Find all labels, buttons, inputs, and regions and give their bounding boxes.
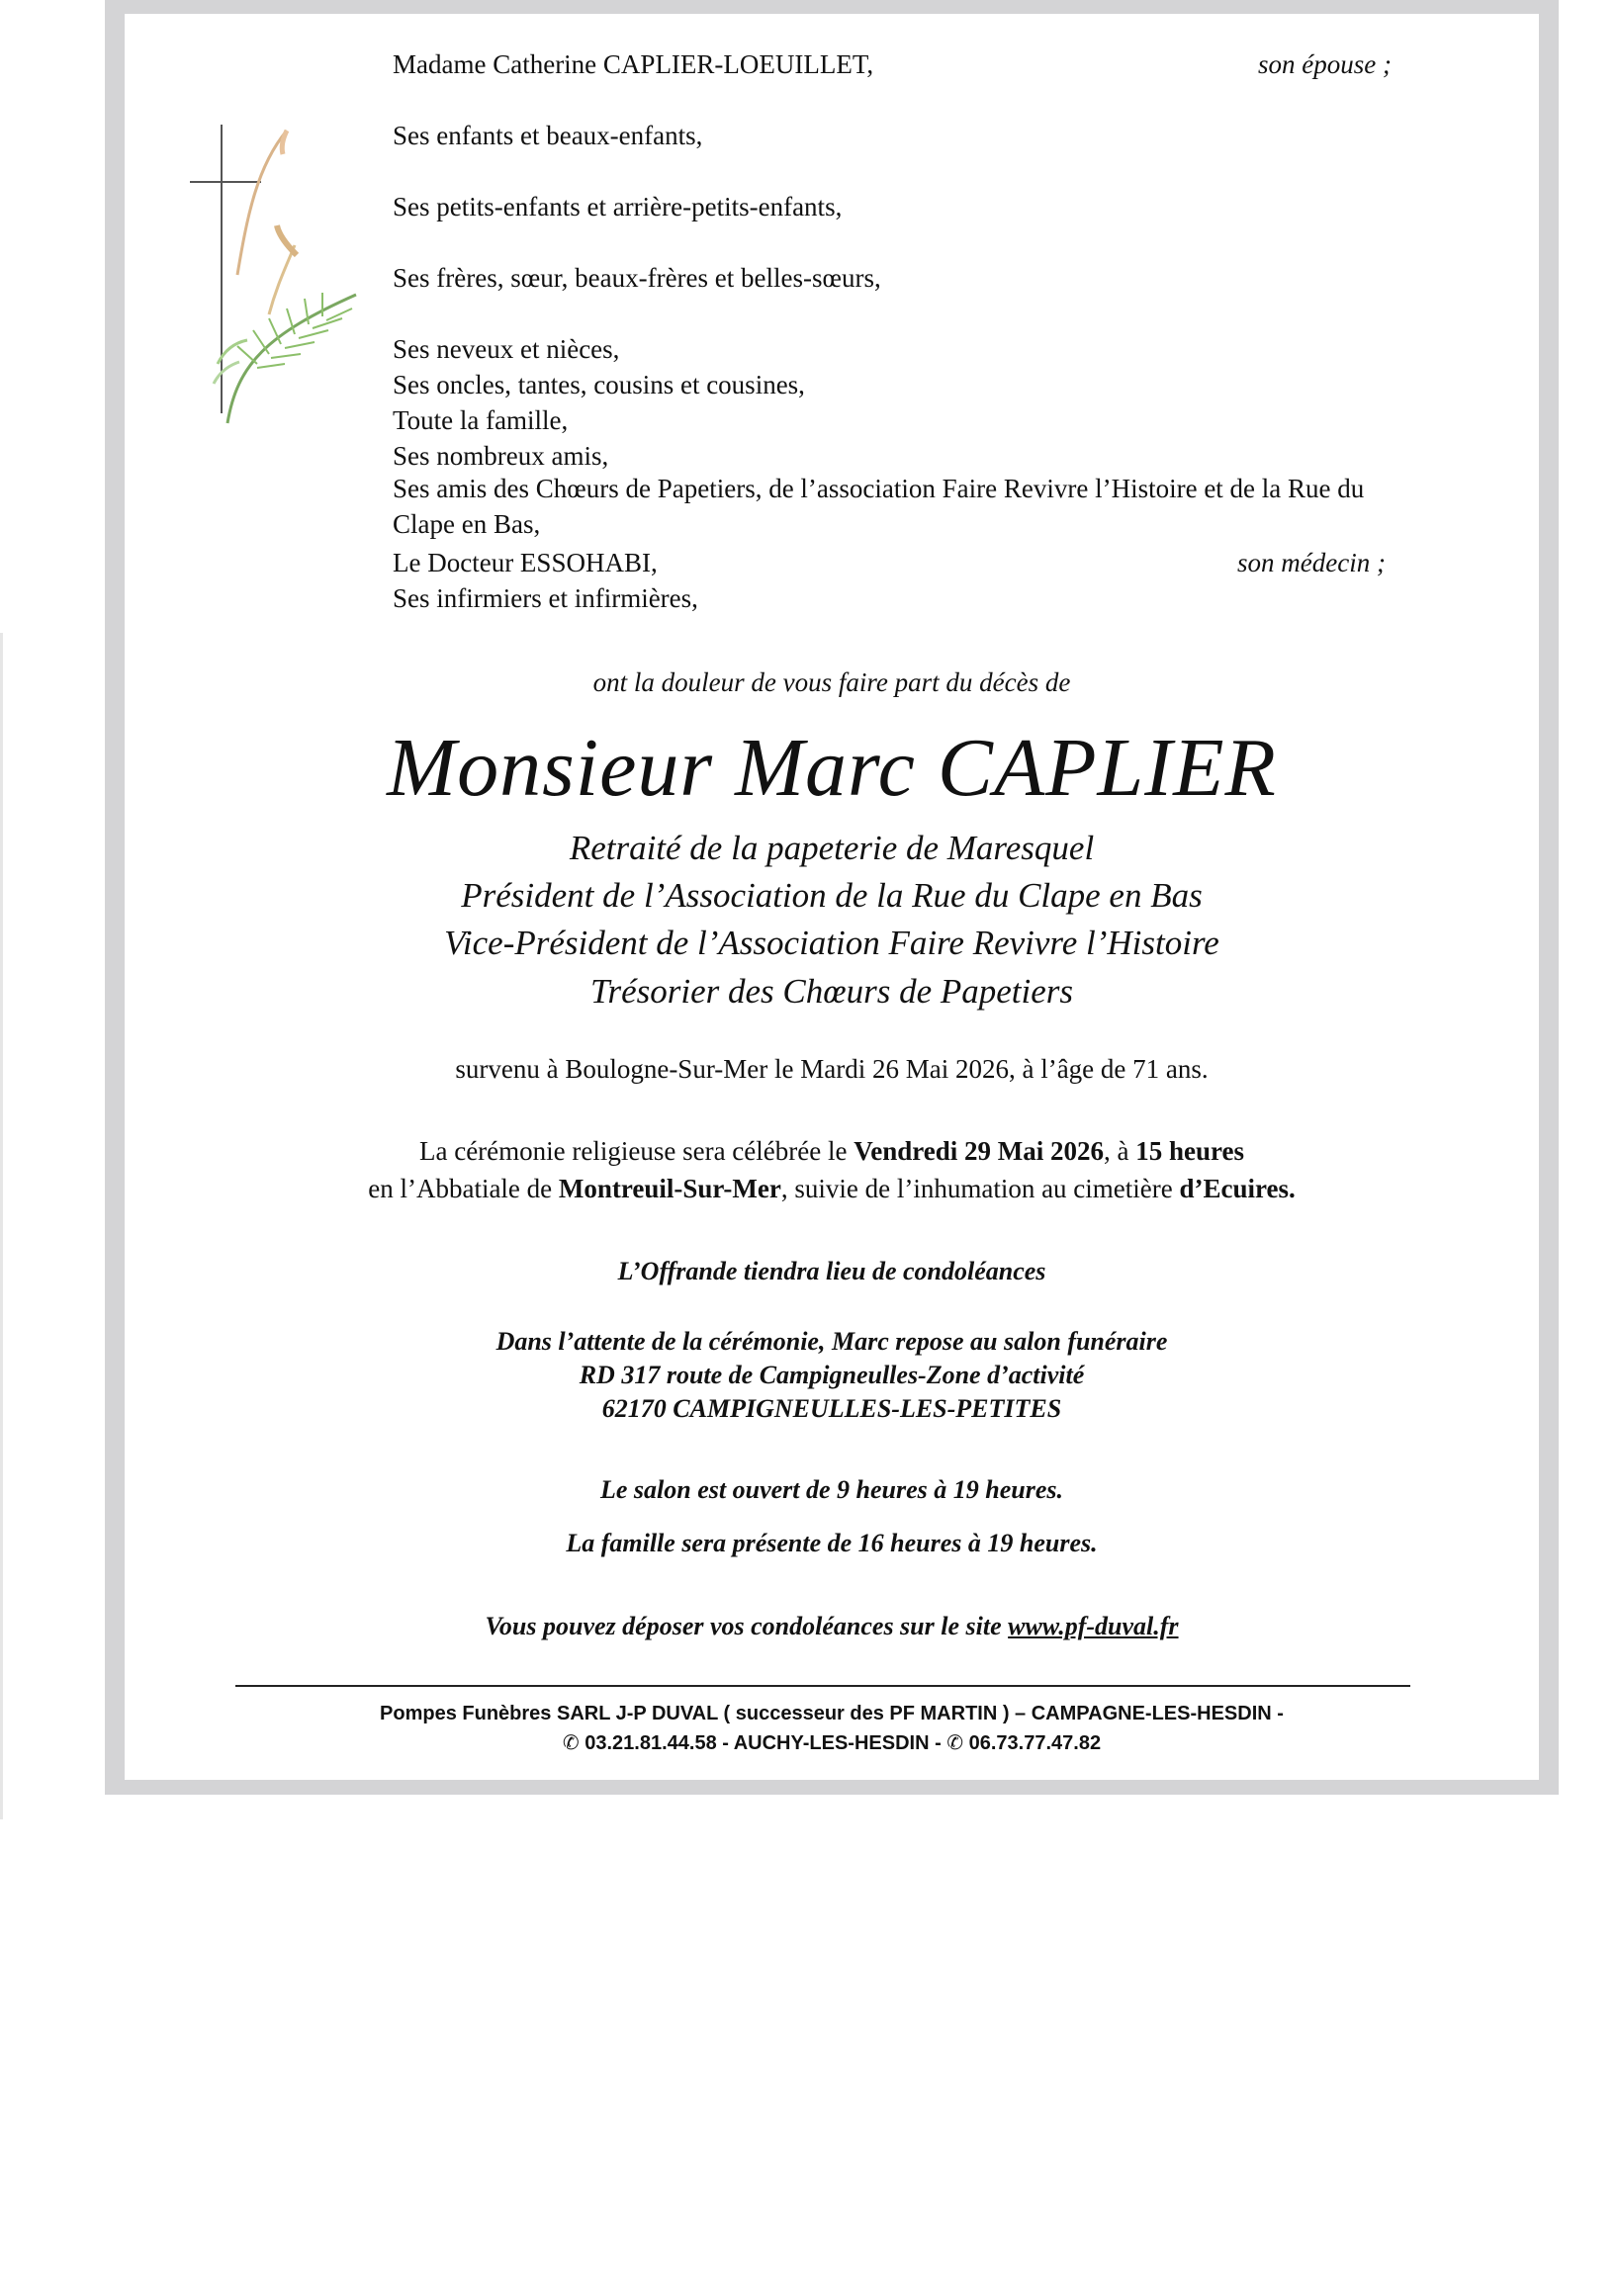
ceremony-text: La cérémonie religieuse sera célébrée le (418, 1136, 854, 1166)
scan-edge (0, 633, 3, 1819)
family-friends: Ses nombreux amis, (393, 441, 609, 471)
salon-line: Dans l’attente de la cérémonie, Marc repose au salon funéraire (495, 1327, 1168, 1356)
cross-with-wheat-and-palm-icon (178, 117, 376, 433)
deceased-title: Président de l’Association de la Rue du Clape en Bas (461, 876, 1203, 915)
website-text: Vous pouvez déposer vos condoléances sur le site (485, 1612, 1009, 1640)
family-association-friends: Ses amis des Chœurs de Papetiers, de l’association Faire Revivre l’Histoire et de la Rue du Clape en Bas, (393, 474, 1365, 539)
family-nurses: Ses infirmiers et infirmières, (393, 583, 698, 613)
family-spouse (393, 49, 1411, 80)
deceased-title: Retraité de la papeterie de Maresquel (569, 829, 1095, 867)
family-presence-hours: La famille sera présente de 16 heures à 19 heures. (566, 1529, 1098, 1557)
ceremony-time: 15 heures (1135, 1136, 1244, 1166)
salon-opening-hours: Le salon est ouvert de 9 heures à 19 heures. (600, 1475, 1063, 1504)
family-children: Ses enfants et beaux-enfants, (393, 121, 703, 150)
family-siblings: Ses frères, sœur, beaux-frères et belles-sœurs, (393, 263, 881, 293)
funeral-home-line: Pompes Funèbres SARL J-P DUVAL ( successeur des PF MARTIN ) – CAMPAGNE-LES-HESDIN - (380, 1703, 1284, 1724)
offrande-note: L’Offrande tiendra lieu de condoléances (617, 1257, 1046, 1285)
footer-divider (235, 1685, 1410, 1687)
salon-city: 62170 CAMPIGNEULLES-LES-PETITES (601, 1394, 1062, 1423)
deceased-title: Trésorier des Chœurs de Papetiers (589, 972, 1074, 1011)
announcement-intro: ont la douleur de vous faire part du décès de (592, 667, 1071, 697)
family-doctor (393, 548, 1411, 578)
salon-address: RD 317 route de Campigneulles-Zone d’activité (579, 1361, 1085, 1389)
spouse-role: son épouse ; (1258, 49, 1392, 79)
family-grandchildren: Ses petits-enfants et arrière-petits-enfants, (393, 192, 843, 221)
family-uncles: Ses oncles, tantes, cousins et cousines, (393, 370, 805, 399)
doctor-role: son médecin ; (1237, 548, 1386, 577)
deceased-name: Monsieur Marc CAPLIER (387, 722, 1277, 814)
condolences-website (125, 1612, 1539, 1641)
deceased-title: Vice-Président de l’Association Faire Revivre l’Histoire (444, 924, 1219, 962)
doctor-name: Le Docteur ESSOHABI, (393, 548, 658, 577)
ceremony-date: Vendredi 29 Mai 2026 (854, 1136, 1104, 1166)
ceremony-place: Montreuil-Sur-Mer (558, 1174, 781, 1203)
website-link[interactable]: www.pf-duval.fr (1008, 1612, 1179, 1640)
ceremony-line-1 (125, 1136, 1539, 1167)
funeral-home-phones: ✆ 03.21.81.44.58 - AUCHY-LES-HESDIN - ✆ 06.73.77.47.82 (562, 1732, 1102, 1754)
ceremony-text: en l’Abbatiale de (368, 1174, 559, 1203)
ceremony-text: , à (1104, 1136, 1136, 1166)
family-whole: Toute la famille, (393, 405, 569, 435)
ceremony-cemetery: d’Ecuires. (1179, 1174, 1296, 1203)
ceremony-text: , suivie de l’inhumation au cimetière (780, 1174, 1180, 1203)
spouse-name: Madame Catherine CAPLIER-LOEUILLET, (393, 49, 874, 79)
family-nephews: Ses neveux et nièces, (393, 334, 620, 364)
death-details: survenu à Boulogne-Sur-Mer le Mardi 26 Mai 2026, à l’âge de 71 ans. (455, 1054, 1209, 1084)
ceremony-line-2 (125, 1174, 1539, 1204)
